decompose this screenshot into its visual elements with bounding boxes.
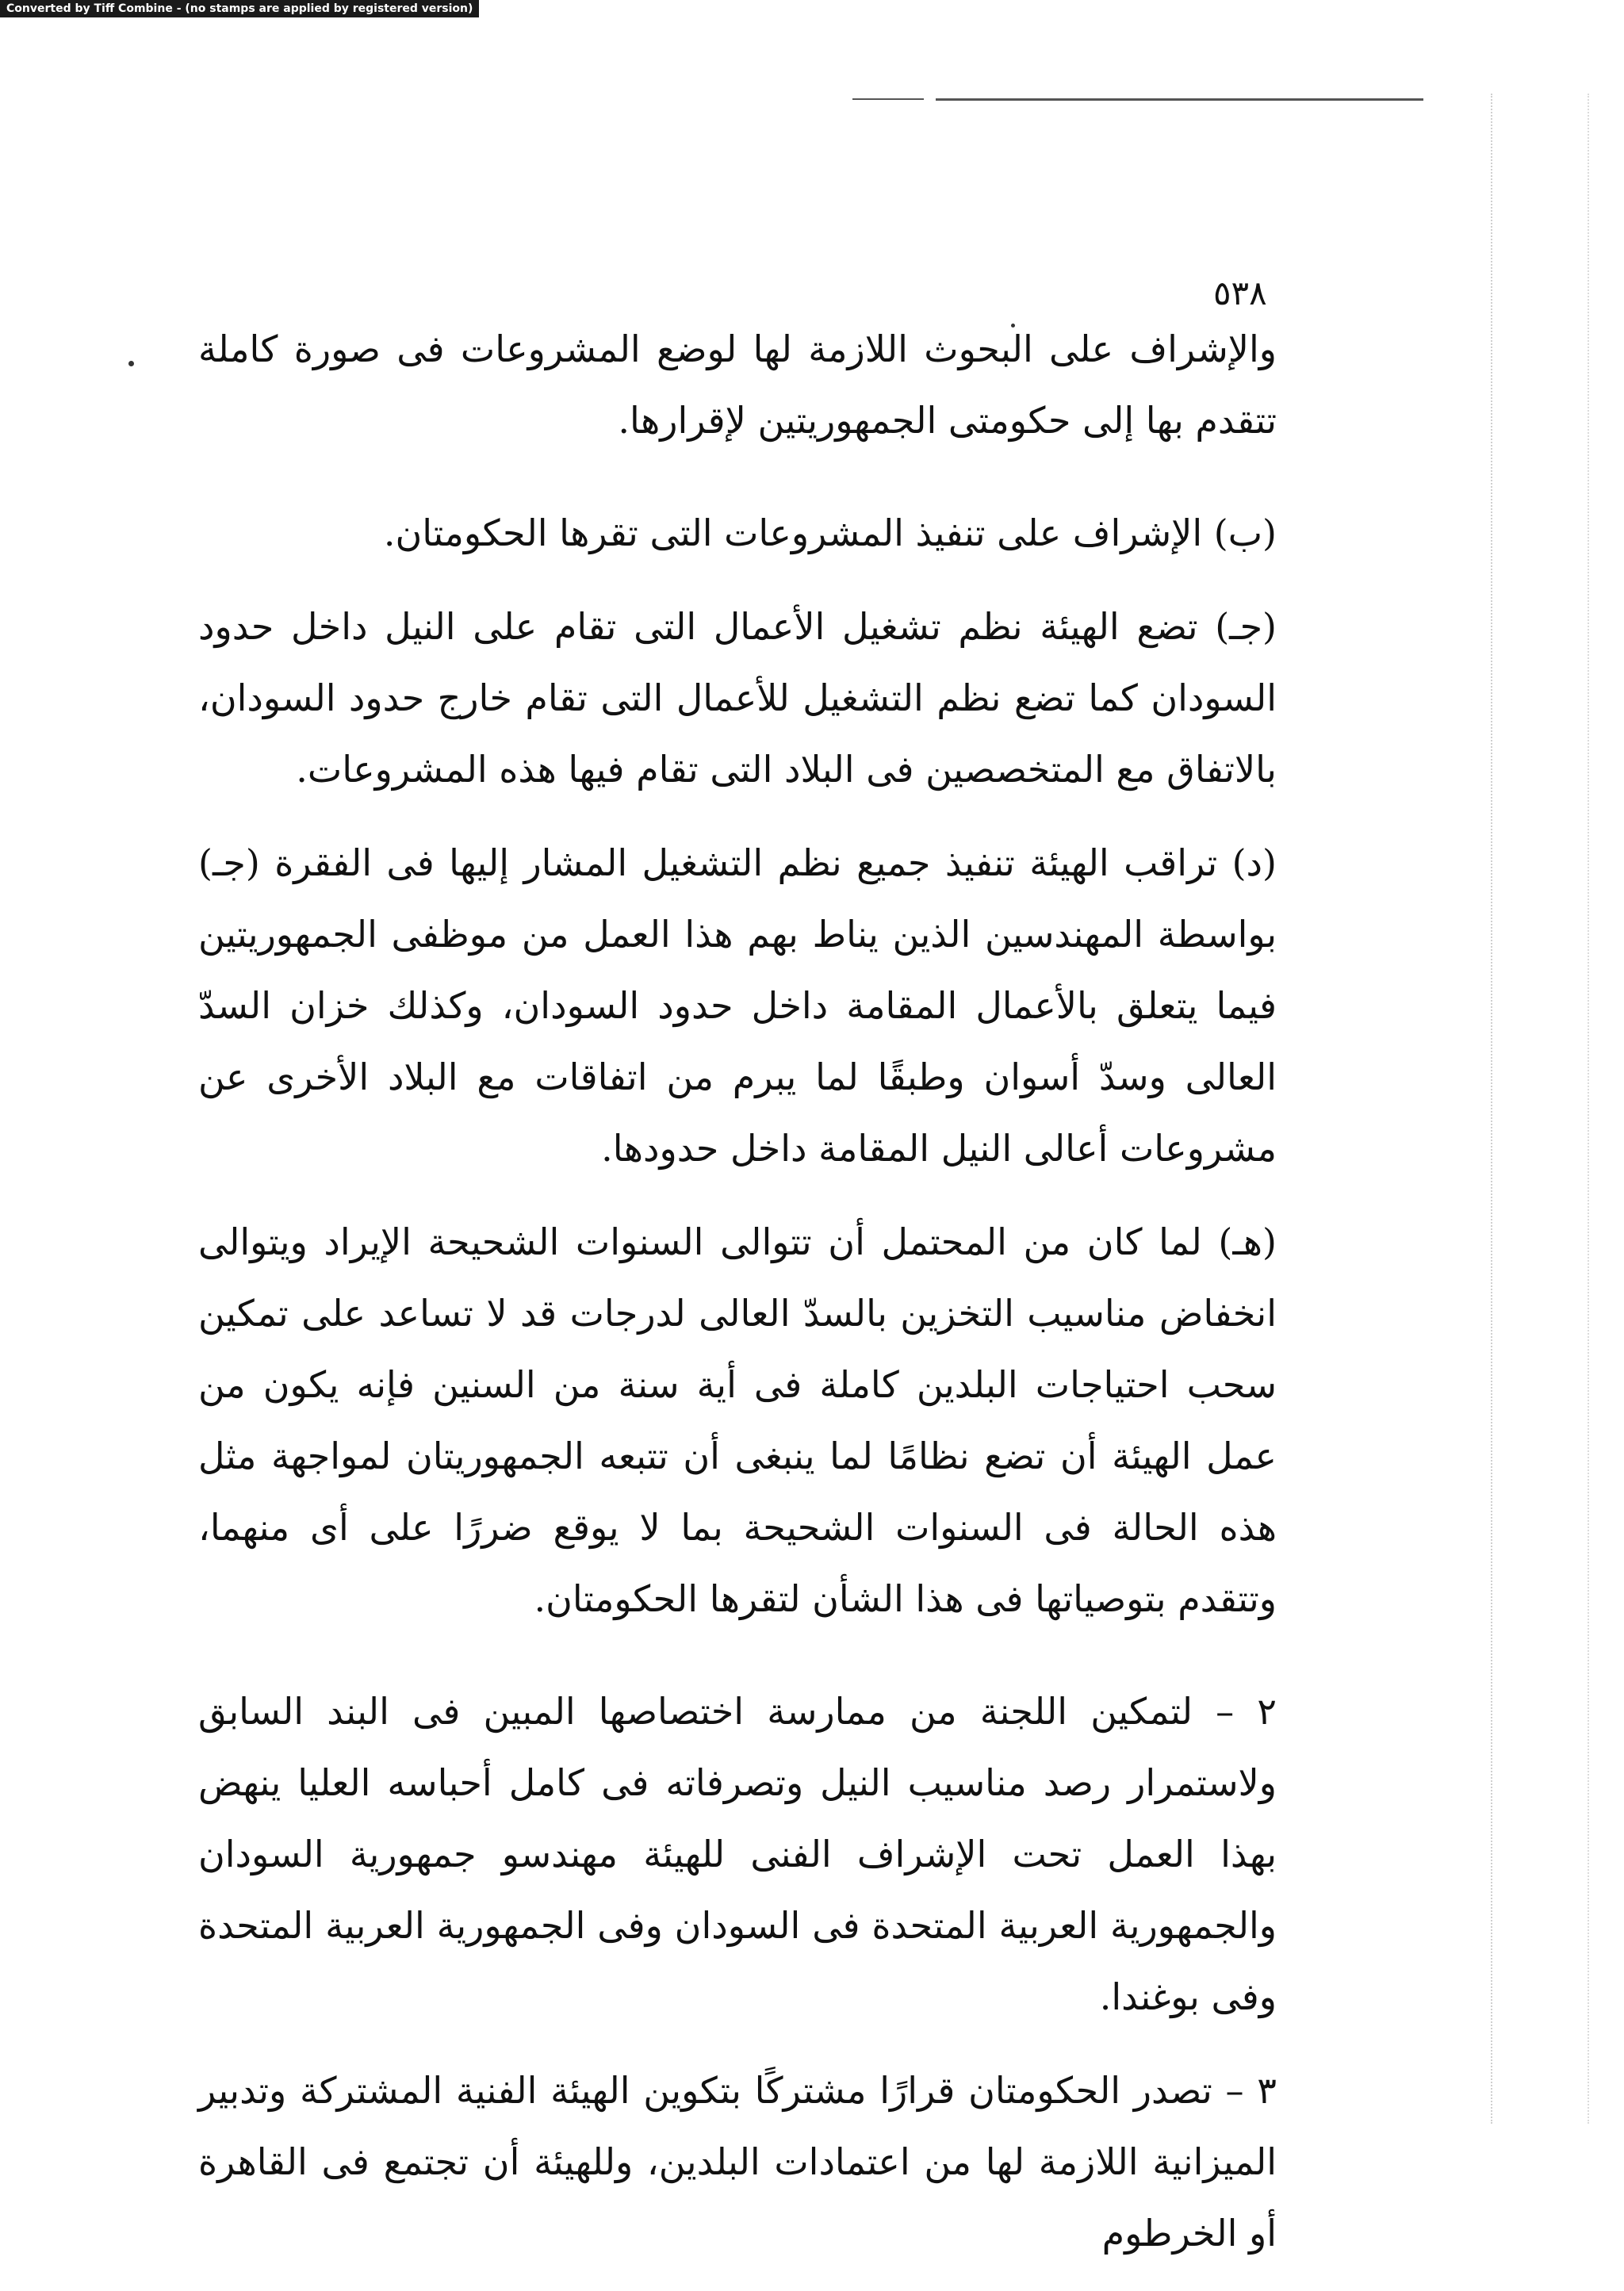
scan-edge-marks [1491,94,1589,2124]
paragraph-clause-3: ٣ – تصدر الحكومتان قرارًا مشتركًا بتكوين الهيئة الفنية المشتركة وتدبير الميزانية اللازمة لها من اعتمادات البلدين، وللهيئة أن تجتمع فى القاهرة أو الخرطوم [198,2069,1277,2255]
paragraph-continuation: والإشراف على البحوث اللازمة لها لوضع المشروعات فى صورة كاملة تتقدم بها إلى حكومتى الجمهوريتين لإقرارها. [198,328,1277,442]
paragraph-item-dal: (د) تراقب الهيئة تنفيذ جميع نظم التشغيل المشار إليها فى الفقرة (جـ) بواسطة المهندسين الذين يناط بهم هذا العمل من موظفى الجمهوريتين فيما يتعلق بالأعمال المقامة داخل حدود السودان، وكذلك خزان السدّ العالى وسدّ أسوان وطبقًا لما يبرم من اتفاقات مع البلاد الأخرى عن مشروعات أعالى النيل المقامة داخل حدودها. [198,841,1277,1170]
paragraph-item-jim: (جـ) تضع الهيئة نظم تشغيل الأعمال التى تقام على النيل داخل حدود السودان كما تضع نظم التشغيل للأعمال التى تقام خارج حدود السودان، بالاتفاق مع المتخصصين فى البلاد التى تقام فيها هذه المشروعات. [198,605,1277,791]
converter-banner: Converted by Tiff Combine - (no stamps are applied by registered version) [0,0,479,17]
paragraph-item-b: (ب) الإشراف على تنفيذ المشروعات التى تقرها الحكومتان. [383,511,1277,554]
document-body [198,313,1277,2269]
header-rule-fragment [852,98,924,100]
paragraph-item-ha: (هـ) لما كان من المحتمل أن تتوالى السنوات الشحيحة الإيراد ويتوالى انخفاض مناسيب التخزين بالسدّ العالى لدرجات قد لا تساعد على تمكين سحب احتياجات البلدين كاملة فى أية سنة من السنين فإنه يكون من عمل الهيئة أن تضع نظامًا لما ينبغى أن تتبعه الجمهوريتان لمواجهة مثل هذه الحالة فى السنوات الشحيحة بما لا يوقع ضررًا على أى منهما، وتتقدم بتوصياتها فى هذا الشأن لتقرها الحكومتان. [198,1220,1277,1620]
scan-speck [128,361,134,366]
paragraph-clause-2: ٢ – لتمكين اللجنة من ممارسة اختصاصها المبين فى البند السابق ولاستمرار رصد مناسيب النيل وتصرفاته فى كامل أحباسه العليا ينهض بهذا العمل تحت الإشراف الفنى للهيئة مهندسو جمهورية السودان والجمهورية العربية المتحدة فى السودان وفى الجمهورية العربية المتحدة وفى بوغندا. [198,1690,1277,2018]
page-number: ٥٣٨ [1213,274,1267,312]
header-rule [936,98,1423,101]
